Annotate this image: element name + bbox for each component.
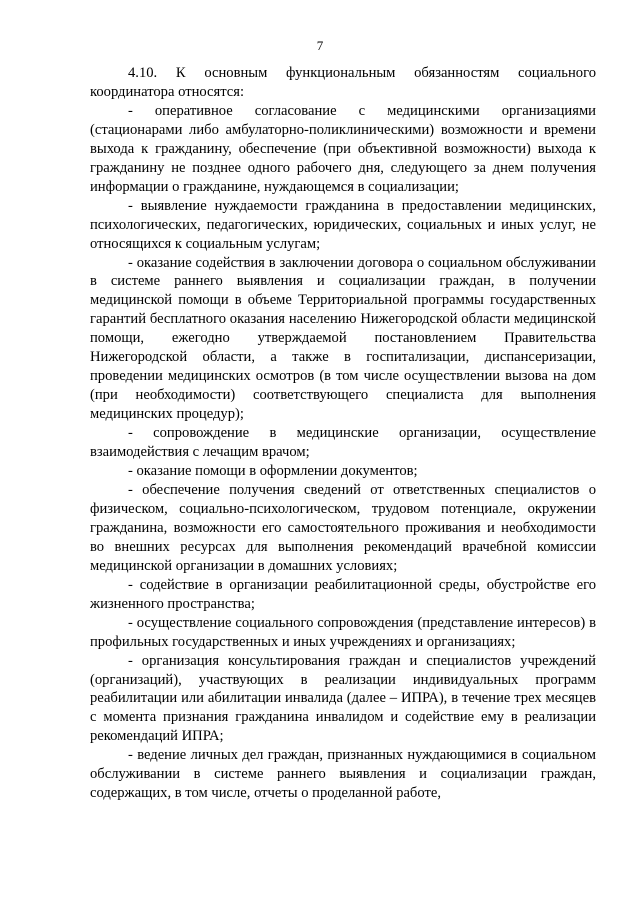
paragraph-section-4-10-intro: 4.10. К основным функциональным обязанностям социального координатора относятся: <box>90 65 596 100</box>
paragraph-duty-ipra-consulting: - организация консультирования граждан и специалистов учреждений (организаций), участвующих в реализации индивидуальных программ реабилитации или абилитации инвалида (далее – ИПРА), в течение трех месяцев с момента признания гражданина инвалидом и содействие ему в реализации рекомендаций ИПРА; <box>90 652 596 745</box>
paragraph-duty-needs-assessment: - выявление нуждаемости гражданина в предоставлении медицинских, психологических, педагогических, юридических, социальных и иных услуг, не относящихся к социальным услугам; <box>90 197 596 252</box>
paragraph-duty-case-files: - ведение личных дел граждан, признанных нуждающимися в социальном обслуживании в системе раннего выявления и социализации граждан, содержащих, в том числе, отчеты о проделанной работе, <box>90 747 596 802</box>
paragraph-duty-social-support: - осуществление социального сопровождения (представление интересов) в профильных государственных и иных учреждениях и организациях; <box>90 614 596 650</box>
paragraph-duty-information-gathering: - обеспечение получения сведений от ответственных специалистов о физическом, социально-психологическом, трудовом потенциале, окружении гражданина, возможности его самостоятельного проживания и необходимости во внешних ресурсах для выполнения рекомендаций врачебной комиссии медицинской организации в домашних условиях; <box>90 481 596 574</box>
paragraph-duty-medical-escort: - сопровождение в медицинские организации, осуществление взаимодействия с лечащим врачом; <box>90 425 596 461</box>
paragraph-duty-rehabilitation-environment: - содействие в организации реабилитационной среды, обустройстве его жизненного пространства; <box>90 576 596 612</box>
paragraph-duty-coordination: - оперативное согласование с медицинскими организациями (стационарами либо амбулаторно-поликлиническими) возможности и времени выхода к гражданину, обеспечение (при объективной возможности) выхода к гражданину не позднее одного рабочего дня, следующего за днем получения информации о гражданине, нуждающемся в социализации; <box>90 102 596 195</box>
paragraph-duty-contract-assistance: - оказание содействия в заключении договора о социальном обслуживании в системе раннего выявления и социализации граждан, в получении медицинской помощи в объеме Территориальной программы государственных гарантий бесплатного оказания населению Нижегородской области медицинской помощи, ежегодно утверждаемой постановлением Правительства Нижегородской области, а также в госпитализации, диспансеризации, проведении медицинских осмотров (в том числе осуществлении вызова на дом (при необходимости) соответствующего специалиста для выполнения медицинских процедур); <box>90 254 596 423</box>
page-number: 7 <box>316 38 324 53</box>
paragraph-duty-documents-help: - оказание помощи в оформлении документов; <box>128 463 418 480</box>
document-body <box>90 64 596 803</box>
